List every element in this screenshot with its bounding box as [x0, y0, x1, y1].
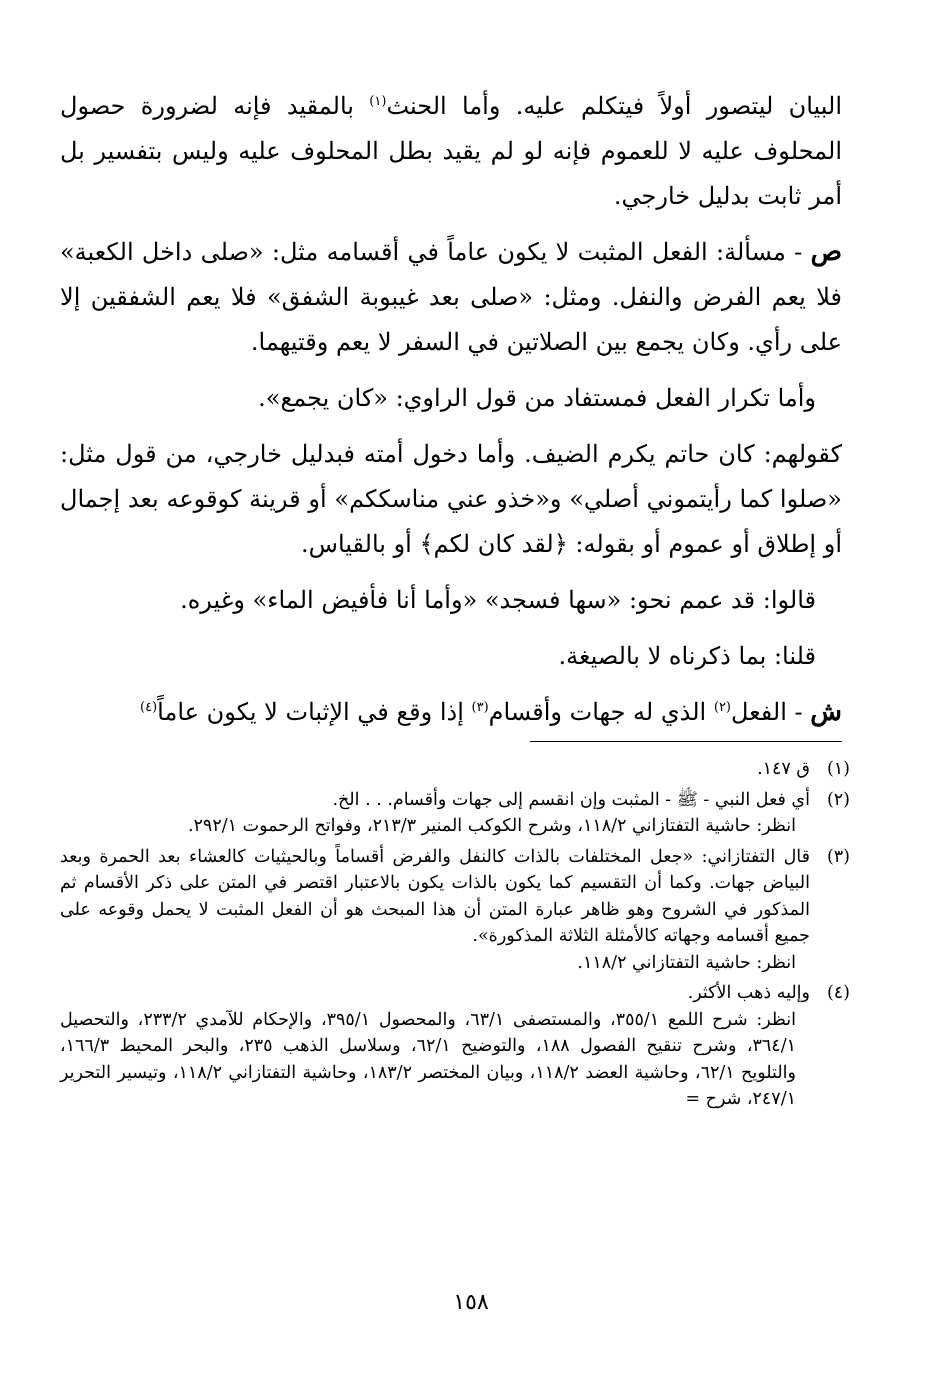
- paragraph-7-text-a: - الفعل: [731, 698, 811, 726]
- footnote-ref-4[interactable]: (٤): [140, 700, 158, 715]
- footnote-4: [60, 980, 850, 1113]
- footnote-ref-3[interactable]: (٣): [471, 700, 489, 715]
- footnote-ref-1[interactable]: (١): [369, 94, 387, 109]
- paragraph-4: كقولهم: كان حاتم يكرم الضيف. وأما دخول أمته فبدليل خارجي، من قول مثل: «صلوا كما رأيتموني أصلي» و«خذو عني مناسككم» أو قرينة كوقوعه بعد إجمال أو إطلاق أو عموم أو بقوله: ﴿لقد كان لكم﴾ أو بالقياس.: [60, 440, 842, 558]
- footnote-2: [60, 787, 850, 840]
- footnote-number: (٤): [826, 983, 850, 1003]
- paragraph-5: قالوا: قد عمم نحو: «سها فسجد» «وأما أنا فأفيض الماء» وغيره.: [180, 586, 816, 614]
- paragraph-7: [60, 690, 842, 735]
- footnote-divider: [530, 741, 842, 742]
- paragraph-7-text-c: إذا وقع في الإثبات لا يكون عاماً: [157, 698, 472, 726]
- footnote-number: (٣): [826, 846, 850, 867]
- footnotes: [60, 756, 850, 1117]
- footnote-1: [60, 756, 850, 783]
- footnote-text: قال التفتازاني: «جعل المختلفات بالذات كالنفل والفرض أقساماً وبالحيثيات كالعشاء بعد الحمرة وبعد البياض جهات. وكما أن التقسيم كما يكون بالذات يكون بالاعتبار اقتصر في المتن على ذكر الأقسام ثم المذكور في الشروح وهو ظاهر عبارة المتن أن هذا المبحث هو أن الفعل المثبت لا يحمل وقوعه على جميع أقسامه وجهاته كالأمثلة الثلاثة المذكورة».: [60, 846, 810, 946]
- paragraph-1-rest: بالمقيد فإنه لضرورة حصول المحلوف عليه لا للعموم فإنه لو لم يقيد بطل المحلوف عليه وليس بتفسير بل أمر ثابت بدليل خارجي.: [60, 92, 842, 210]
- footnote-text: ق ١٤٧.: [757, 759, 810, 779]
- footnote-text: أي فعل النبي - ﷺ - المثبت وإن انقسم إلى جهات وأقسام. . . الخ.: [332, 789, 810, 810]
- paragraph-2: [60, 230, 842, 365]
- footnote-ref-2[interactable]: (٢): [713, 700, 731, 715]
- footnote-number: (١): [826, 759, 850, 779]
- paragraph-2-text: - مسألة: الفعل المثبت لا يكون عاماً في أقسامه مثل: «صلى داخل الكعبة» فلا يعم الفرض والنفل. ومثل: «صلى بعد غيبوبة الشفق» فلا يعم الشفقين إلا على رأي. وكان يجمع بين الصلاتين في السفر لا يعم وقتيهما.: [60, 238, 842, 356]
- footnote-3: [60, 844, 850, 977]
- footnote-text: وإليه ذهب الأكثر.: [687, 983, 810, 1003]
- footnote-reference: انظر: حاشية التفتازاني ١١٨/٢.: [577, 952, 796, 973]
- paragraph-7-text-b: الذي له جهات وأقسام: [488, 698, 714, 726]
- page-number: ١٥٨: [453, 1290, 489, 1315]
- footnote-number: (٢): [826, 789, 850, 810]
- main-text: [60, 84, 842, 735]
- paragraph-3: وأما تكرار الفعل فمستفاد من قول الراوي: «كان يجمع».: [258, 384, 816, 412]
- paragraph-6: قلنا: بما ذكرناه لا بالصيغة.: [558, 642, 816, 670]
- paragraph-1: [60, 84, 842, 219]
- paragraph-1-text: البيان ليتصور أولاً فيتكلم عليه. وأما الحنث: [386, 92, 842, 120]
- footnote-reference: انظر: شرح اللمع ٣٥٥/١، والمستصفى ٦٣/١، والمحصول ٣٩٥/١، والإحكام للآمدي ٢٣٣/٢، والتحصيل ٣٦٤/١، وشرح تنقيح الفصول ١٨٨، والتوضيح ٦٢/١، وسلاسل الذهب ٢٣٥، والبحر المحيط ١٦٦/٣، والتلويح ٦٢/١، وحاشية العضد ١١٨/٢، وبيان المختصر ١٨٣/٢، وحاشية التفتازاني ١١٨/٢، وتيسير التحرير ٢٤٧/١، شرح =: [60, 1009, 797, 1109]
- commentary-marker: ش: [810, 697, 842, 727]
- text-marker: ص: [810, 237, 842, 267]
- footnote-reference: انظر: حاشية التفتازاني ١١٨/٢، وشرح الكوكب المنير ٢١٣/٣، وفواتح الرحموت ٢٩٢/١.: [187, 816, 796, 836]
